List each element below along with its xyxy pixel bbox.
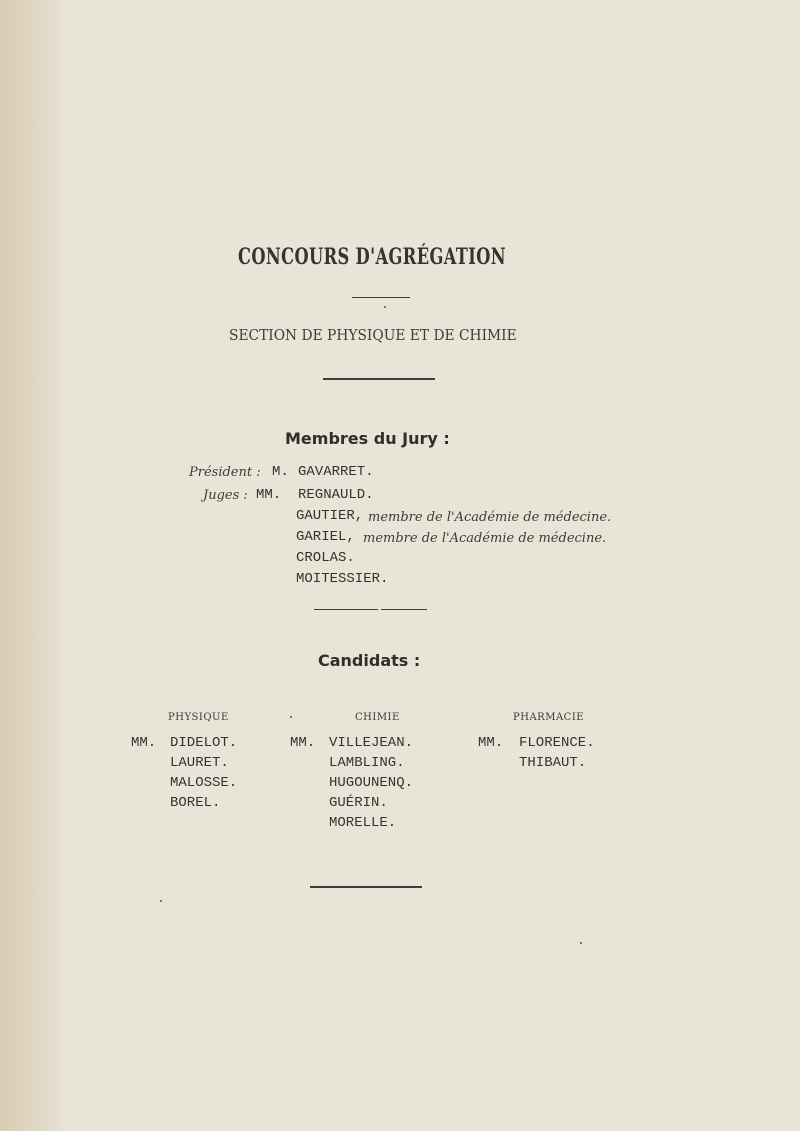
candidate-name: HUGOUNENQ. bbox=[329, 775, 414, 791]
subtitle-rule bbox=[323, 378, 435, 380]
judges-prefix: MM. bbox=[256, 487, 282, 503]
judges-label: Juges : bbox=[203, 488, 248, 503]
candidate-name: MORELLE. bbox=[329, 815, 397, 831]
candidates-heading: Candidats : bbox=[318, 651, 421, 670]
president-name: GAVARRET. bbox=[298, 464, 374, 480]
president-label: Président : bbox=[189, 465, 261, 480]
column-header-physique: PHYSIQUE bbox=[168, 712, 229, 723]
page-edge bbox=[0, 0, 62, 1131]
candidate-name: LAURET. bbox=[170, 755, 229, 771]
candidate-name: BOREL. bbox=[170, 795, 221, 811]
judge-name: GAUTIER, bbox=[296, 508, 364, 524]
section-subtitle: SECTION DE PHYSIQUE ET DE CHIMIE bbox=[229, 326, 517, 344]
paper-speck bbox=[160, 900, 162, 902]
candidate-name: VILLEJEAN. bbox=[329, 735, 414, 751]
candidate-name: MALOSSE. bbox=[170, 775, 238, 791]
title-rule bbox=[352, 297, 410, 298]
paper-speck bbox=[290, 716, 292, 718]
candidate-name: DIDELOT. bbox=[170, 735, 238, 751]
jury-rule bbox=[314, 609, 378, 610]
jury-heading: Membres du Jury : bbox=[285, 429, 450, 448]
judge-name: GARIEL, bbox=[296, 529, 355, 545]
page-title: CONCOURS D'AGRÉGATION bbox=[238, 244, 507, 270]
candidates-prefix: MM. bbox=[131, 735, 157, 751]
candidates-prefix: MM. bbox=[478, 735, 504, 751]
candidates-prefix: MM. bbox=[290, 735, 316, 751]
candidate-name: GUÉRIN. bbox=[329, 795, 388, 811]
judge-note: membre de l'Académie de médecine. bbox=[368, 510, 612, 525]
judge-note: membre de l'Académie de médecine. bbox=[363, 531, 607, 546]
closing-rule bbox=[310, 886, 422, 888]
candidate-name: LAMBLING. bbox=[329, 755, 405, 771]
judge-name: MOITESSIER. bbox=[296, 571, 389, 587]
judge-name: CROLAS. bbox=[296, 550, 355, 566]
jury-rule bbox=[381, 609, 427, 610]
column-header-chimie: CHIMIE bbox=[355, 712, 400, 723]
judge-name: REGNAULD. bbox=[298, 487, 374, 503]
candidate-name: FLORENCE. bbox=[519, 735, 595, 751]
paper-speck bbox=[580, 942, 582, 944]
column-header-pharmacie: PHARMACIE bbox=[513, 712, 585, 723]
president-prefix: M. bbox=[272, 464, 289, 480]
rule-dot bbox=[384, 306, 386, 308]
candidate-name: THIBAUT. bbox=[519, 755, 587, 771]
page bbox=[62, 0, 800, 1131]
